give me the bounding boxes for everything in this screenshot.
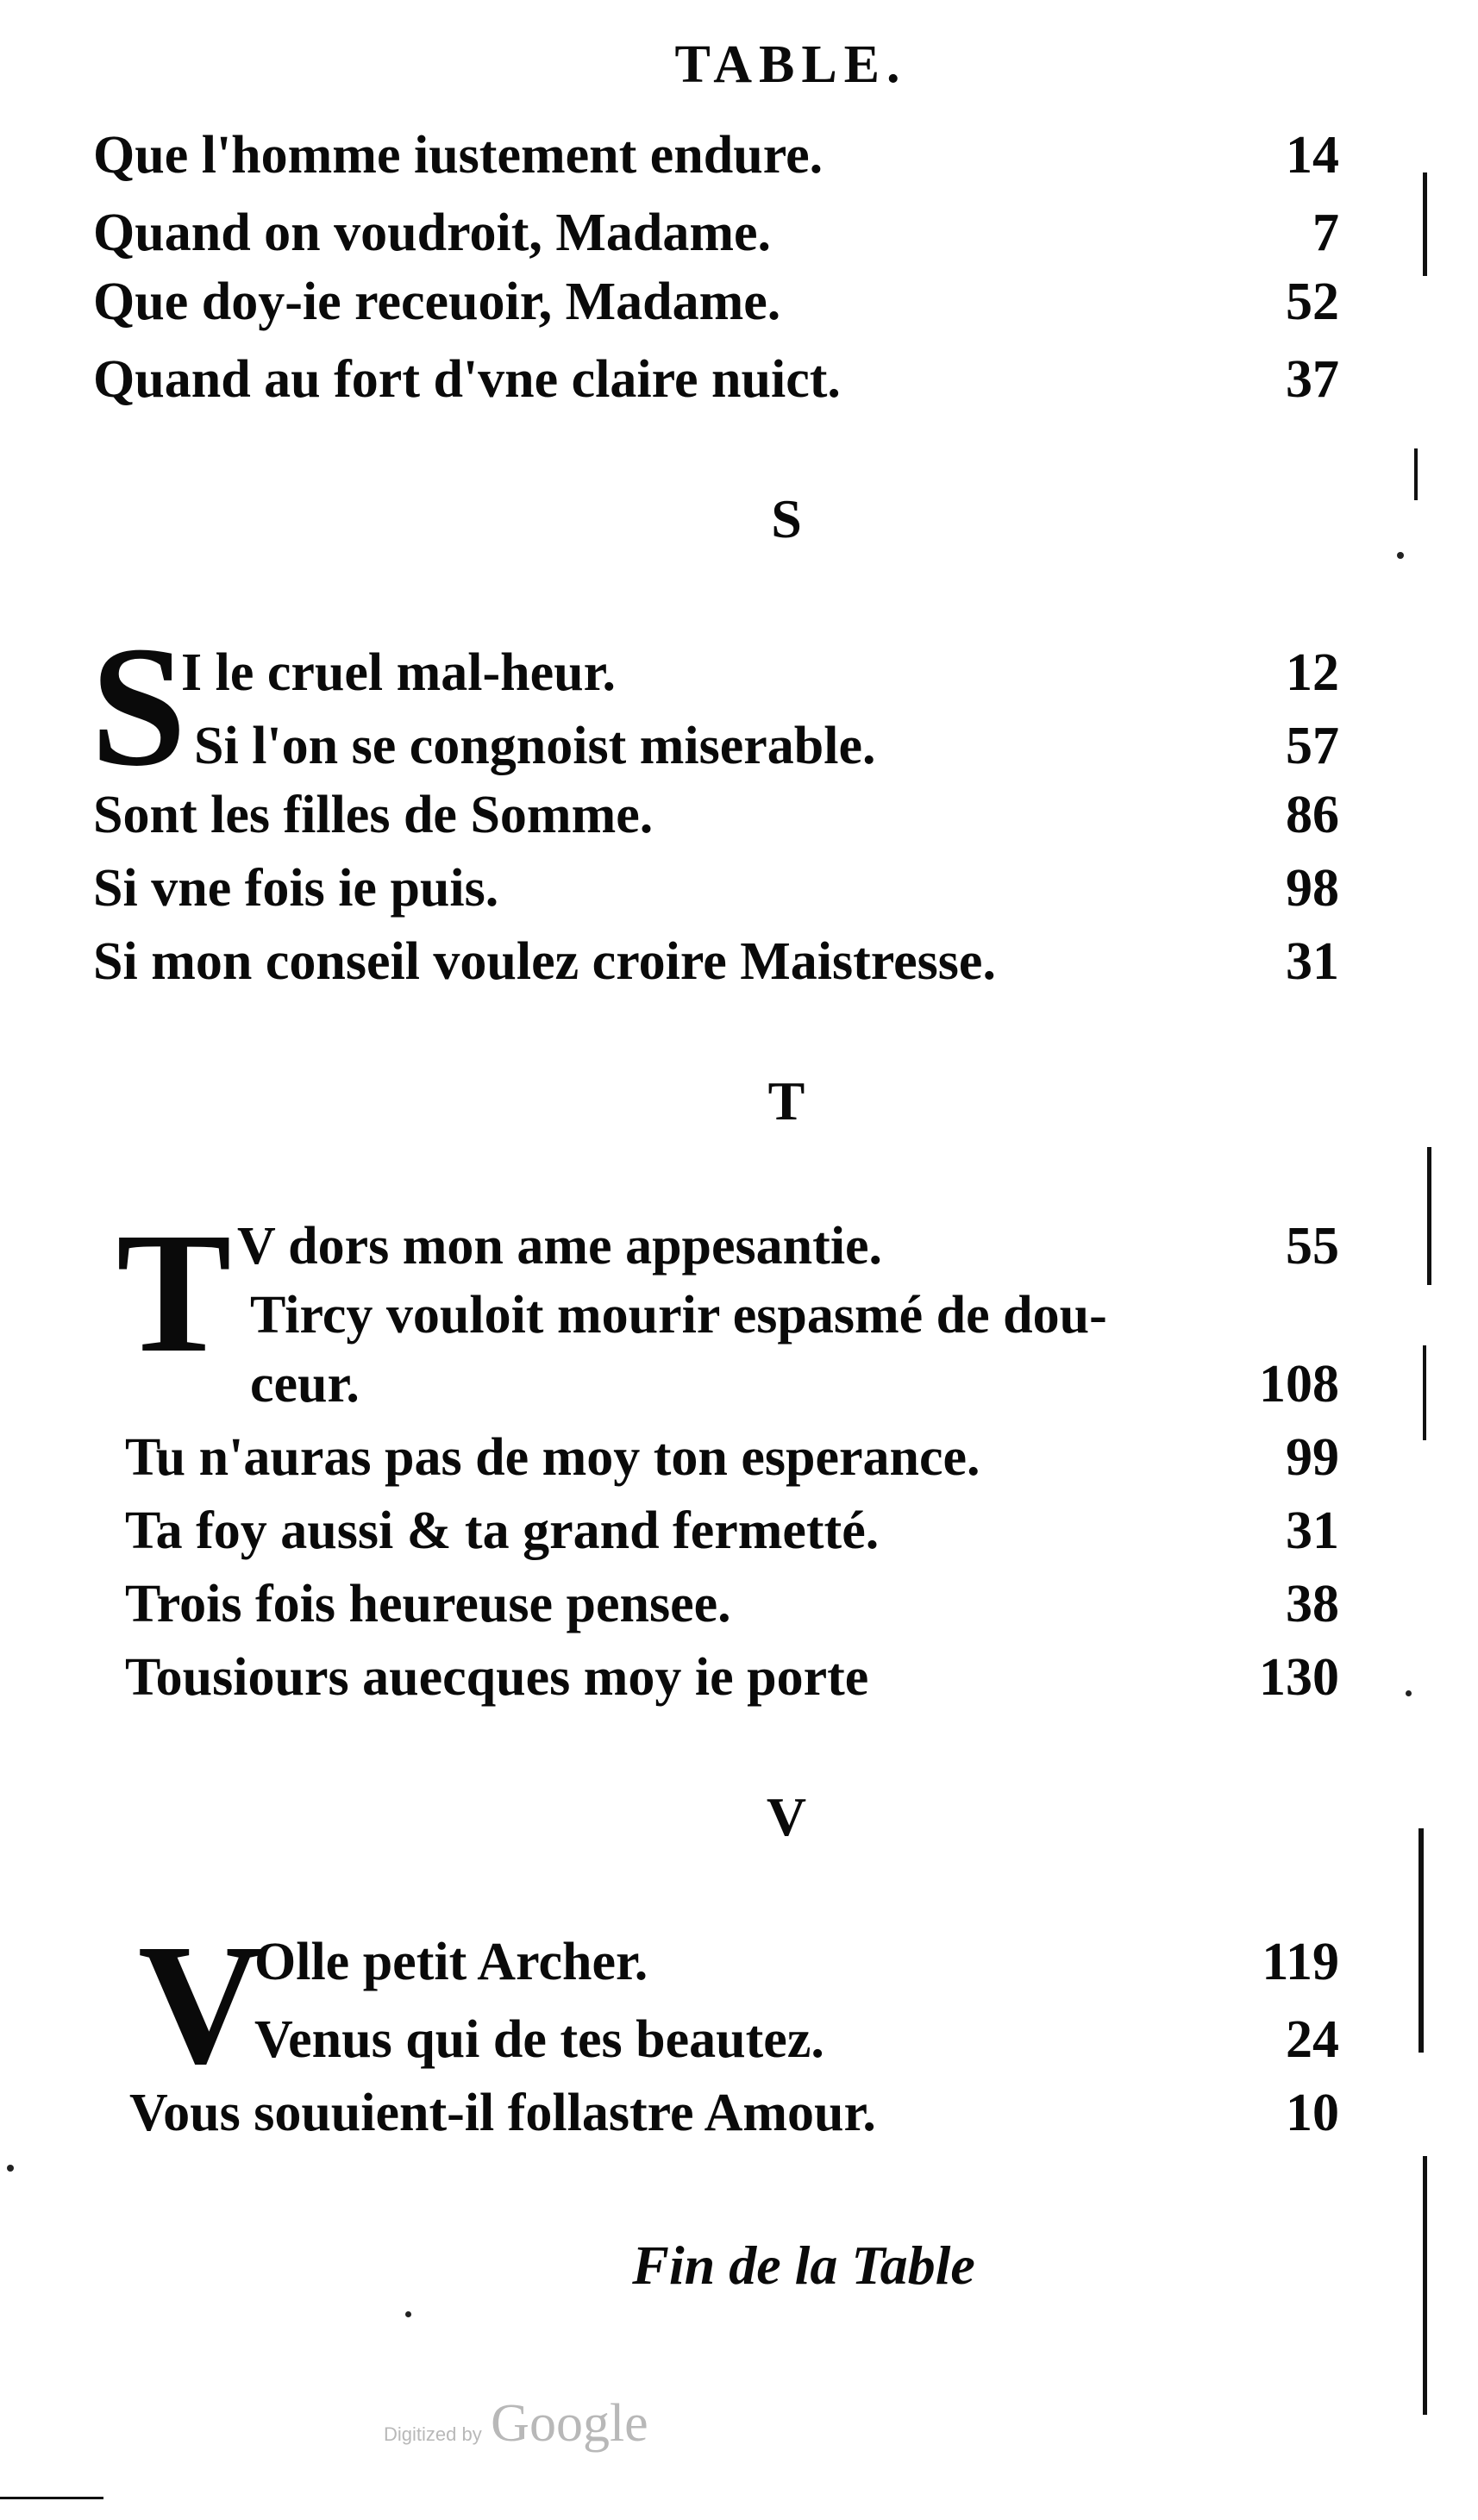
entry-page-number: 55 (1286, 1217, 1339, 1276)
scan-artifact (1414, 448, 1418, 500)
list-item (181, 638, 1339, 707)
end-of-table-label: Fin de la Table (632, 2235, 975, 2296)
scan-artifact (0, 2497, 103, 2499)
list-item (125, 1643, 1339, 1712)
watermark-prefix: Digitized by (384, 2423, 482, 2445)
entry-page-number: 108 (1259, 1355, 1339, 1414)
entry-title: Si vne fois ie puis. (93, 859, 499, 918)
list-item (254, 2005, 1339, 2074)
google-logo: Google (491, 2394, 648, 2453)
entry-title: Quand on voudroit, Madame. (93, 204, 772, 262)
entry-title: ceur. (250, 1355, 360, 1414)
drop-cap-v: V (138, 1909, 263, 2100)
list-item (250, 1281, 1339, 1350)
entry-page-number: 37 (1286, 350, 1339, 409)
list-item (93, 780, 1339, 849)
entry-page-number: 52 (1286, 273, 1339, 331)
entry-title: I le cruel mal-heur. (181, 643, 616, 702)
entry-title: Si mon conseil voulez croire Maistresse. (93, 932, 996, 991)
list-item (93, 854, 1339, 923)
entry-title: Venus qui de tes beautez. (254, 2010, 824, 2069)
list-item (93, 121, 1339, 190)
entry-title: Si l'on se congnoist miserable. (194, 717, 876, 775)
list-item (125, 1423, 1339, 1492)
entry-page-number: 31 (1286, 1501, 1339, 1560)
entry-title: Tousiours auecques moy ie porte (125, 1648, 869, 1707)
entry-page-number: 24 (1286, 2010, 1339, 2069)
entry-title: Tu n'auras pas de moy ton esperance. (125, 1428, 980, 1487)
entry-page-number: 38 (1286, 1575, 1339, 1633)
entry-page-number: 57 (1286, 717, 1339, 775)
scan-artifact (1423, 1345, 1426, 1440)
entry-page-number: 119 (1262, 1933, 1339, 1991)
entry-page-number: 31 (1286, 932, 1339, 991)
drop-cap-s: S (91, 611, 187, 802)
list-item (237, 1212, 1339, 1281)
entry-title: Que doy-ie receuoir, Madame. (93, 273, 781, 331)
entry-page-number: 10 (1286, 2084, 1339, 2142)
list-item (254, 1928, 1339, 1997)
page-title: TABLE. (674, 35, 907, 94)
list-item (93, 198, 1339, 267)
entry-title: Que l'homme iustement endure. (93, 126, 824, 185)
scan-speck (1406, 1690, 1412, 1696)
digitization-watermark (384, 2393, 648, 2454)
scan-artifact (1427, 1147, 1431, 1285)
scan-speck (7, 2165, 14, 2172)
section-heading-v: V (766, 1786, 807, 1847)
entry-page-number: 86 (1286, 786, 1339, 844)
list-item (125, 1570, 1339, 1639)
entry-title: V dors mon ame appesantie. (237, 1217, 883, 1276)
list-item (125, 1496, 1339, 1565)
entry-page-number: 7 (1312, 204, 1339, 262)
drop-cap-t: T (116, 1198, 232, 1389)
entry-page-number: 12 (1286, 643, 1339, 702)
list-item (129, 2078, 1339, 2147)
entry-title: Quand au fort d'vne claire nuict. (93, 350, 841, 409)
section-heading-s: S (771, 488, 802, 549)
entry-title: Sont les filles de Somme. (93, 786, 654, 844)
entry-title: Ta foy aussi & ta grand fermetté. (125, 1501, 880, 1560)
entry-page-number: 14 (1286, 126, 1339, 185)
list-item (194, 711, 1339, 780)
entry-page-number: 130 (1259, 1648, 1339, 1707)
section-heading-t: T (767, 1070, 805, 1131)
list-item (93, 267, 1339, 336)
scan-artifact (1423, 2156, 1427, 2415)
scan-speck (1397, 552, 1404, 559)
list-item (93, 345, 1339, 414)
scan-artifact (1419, 1828, 1424, 2053)
entry-page-number: 99 (1286, 1428, 1339, 1487)
entry-title: Tircy vouloit mourir espasmé de dou- (250, 1286, 1107, 1345)
scan-speck (405, 2311, 411, 2317)
entry-title: Vous souuient-il follastre Amour. (129, 2084, 876, 2142)
list-item (93, 927, 1339, 996)
entry-title: Trois fois heureuse pensee. (125, 1575, 731, 1633)
scan-artifact (1423, 172, 1427, 276)
entry-page-number: 98 (1286, 859, 1339, 918)
entry-title: Olle petit Archer. (254, 1933, 648, 1991)
list-item (250, 1350, 1339, 1419)
